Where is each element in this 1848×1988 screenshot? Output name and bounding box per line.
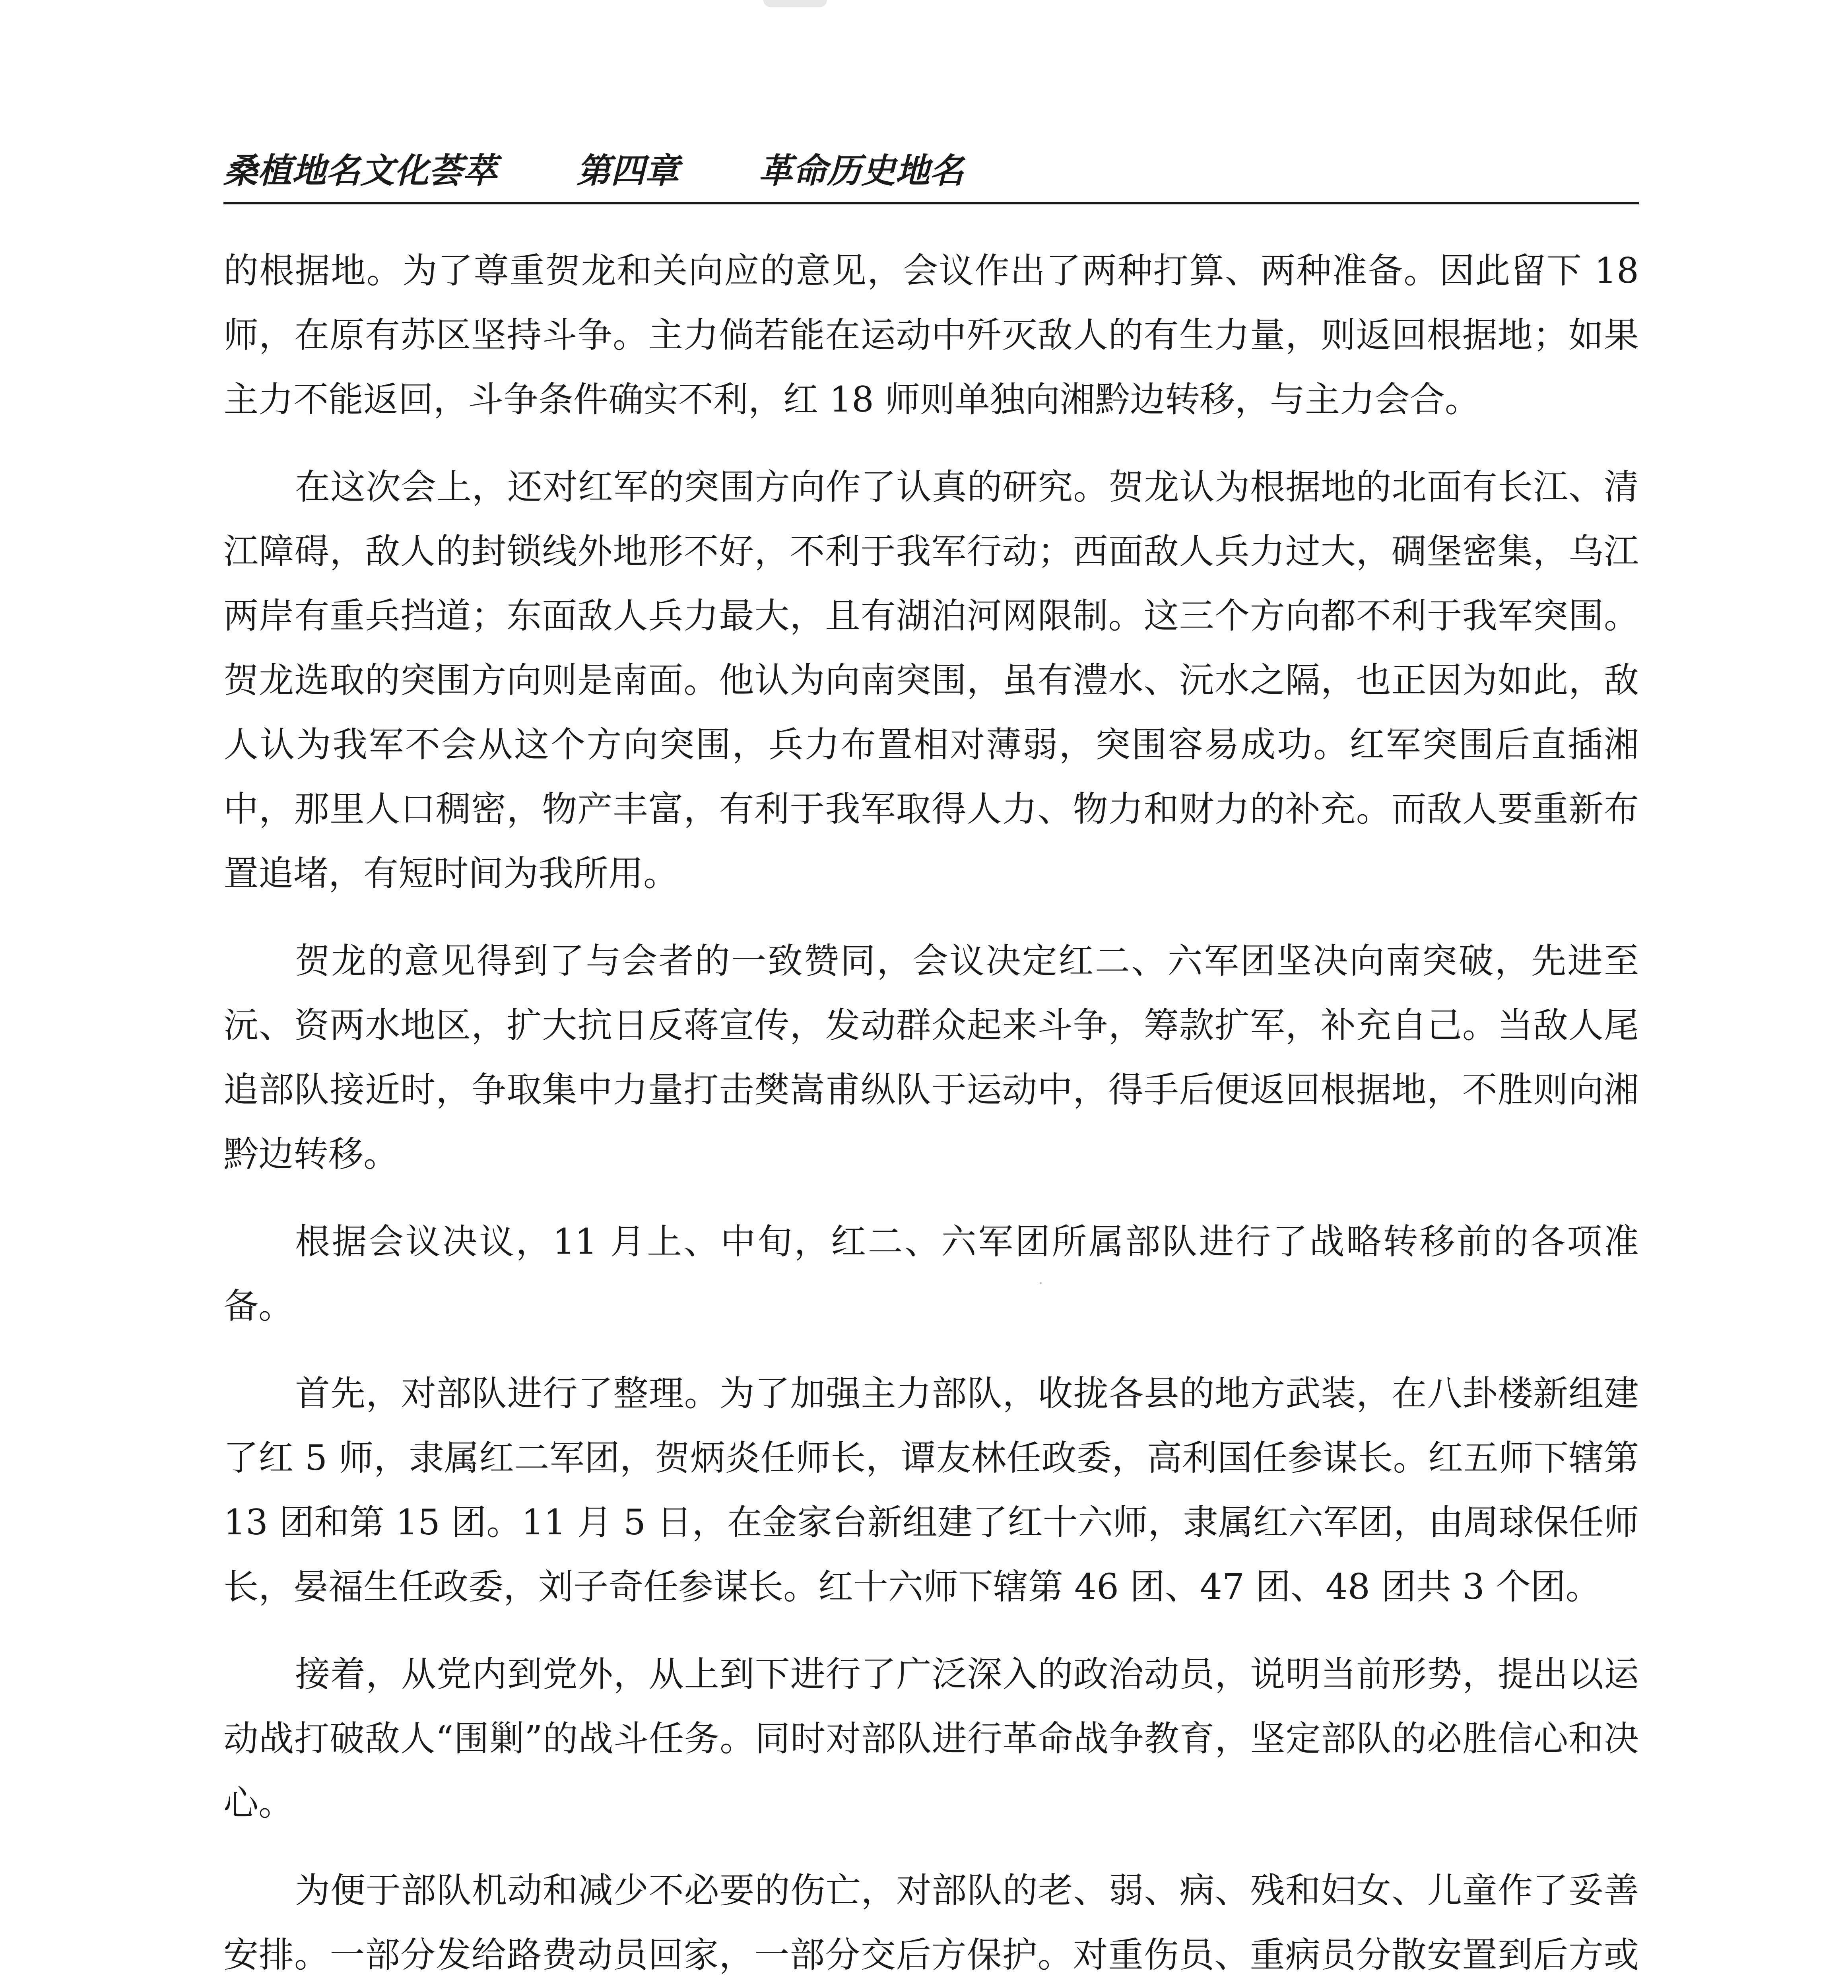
header-divider xyxy=(223,202,1639,204)
running-header xyxy=(223,141,1635,201)
paragraph: 的根据地。为了尊重贺龙和关向应的意见，会议作出了两种打算、两种准备。因此留下 18 师，在原有苏区坚持斗争。主力倘若能在运动中歼灭敌人的有生力量，则返回根据地；如果主力不能返回，斗争条件确实不利，红 18 师则单独向湘黔边转移，与主力会合。 xyxy=(223,250,1639,420)
book-title: 桑植地名文化荟萃 xyxy=(223,151,497,191)
paragraph: 在这次会上，还对红军的突围方向作了认真的研究。贺龙认为根据地的北面有长江、清江障碍，敌人的封锁线外地形不好，不利于我军行动；西面敌人兵力过大，碉堡密集，乌江两岸有重兵挡道；东面敌人兵力最大，且有湖泊河网限制。这三个方向都不利于我军突围。贺龙选取的突围方向则是南面。他认为向南突围，虽有澧水、沅水之隔，也正因为如此，敌人认为我军不会从这个方向突围，兵力布置相对薄弱，突围容易成功。红军突围后直插湘中，那里人口稠密，物产丰富，有利于我军取得人力、物力和财力的补充。而敌人要重新布置追堵，有短时间为我所用。 xyxy=(223,466,1639,894)
paragraph: 首先，对部队进行了整理。为了加强主力部队，收拢各县的地方武装，在八卦楼新组建了红 5 师，隶属红二军团，贺炳炎任师长，谭友林任政委，高利国任参谋长。红五师下辖第 13 团和第 15 团。11 月 5 日，在金家台新组建了红十六师，隶属红六军团，由周球保任师长，晏福生任政委，刘子奇任参谋长。红十六师下辖第 46 团、47 团、48 团共 3 个团。 xyxy=(223,1373,1639,1607)
paragraph: 贺龙的意见得到了与会者的一致赞同，会议决定红二、六军团坚决向南突破，先进至沅、资两水地区，扩大抗日反蒋宣传，发动群众起来斗争，筹款扩军，补充自己。当敌人尾追部队接近时，争取集中力量打击樊嵩甫纵队于运动中，得手后便返回根据地，不胜则向湘黔边转移。 xyxy=(223,940,1639,1175)
paragraph: 接着，从党内到党外，从上到下进行了广泛深入的政治动员，说明当前形势，提出以运动战打破敌人“围剿”的战斗任务。同时对部队进行革命战争教育，坚定部队的必胜信心和决心。 xyxy=(223,1654,1639,1823)
paragraph: 为便于部队机动和减少不必要的伤亡，对部队的老、弱、病、残和妇女、儿童作了妥善安排。一部分发给路费动员回家，一部分交后方保护。对重伤员、重病员分散安置到后方或 xyxy=(223,1870,1639,1975)
chapter-number: 第四章 xyxy=(577,151,679,191)
scan-artifact xyxy=(763,0,827,7)
paragraph: 根据会议决议，11 月上、中旬，红二、六军团所属部队进行了战略转移前的各项准备。 xyxy=(223,1221,1639,1326)
body-text xyxy=(223,239,1639,1988)
scan-speck xyxy=(1040,1282,1042,1284)
chapter-title: 革命历史地名 xyxy=(759,151,964,191)
